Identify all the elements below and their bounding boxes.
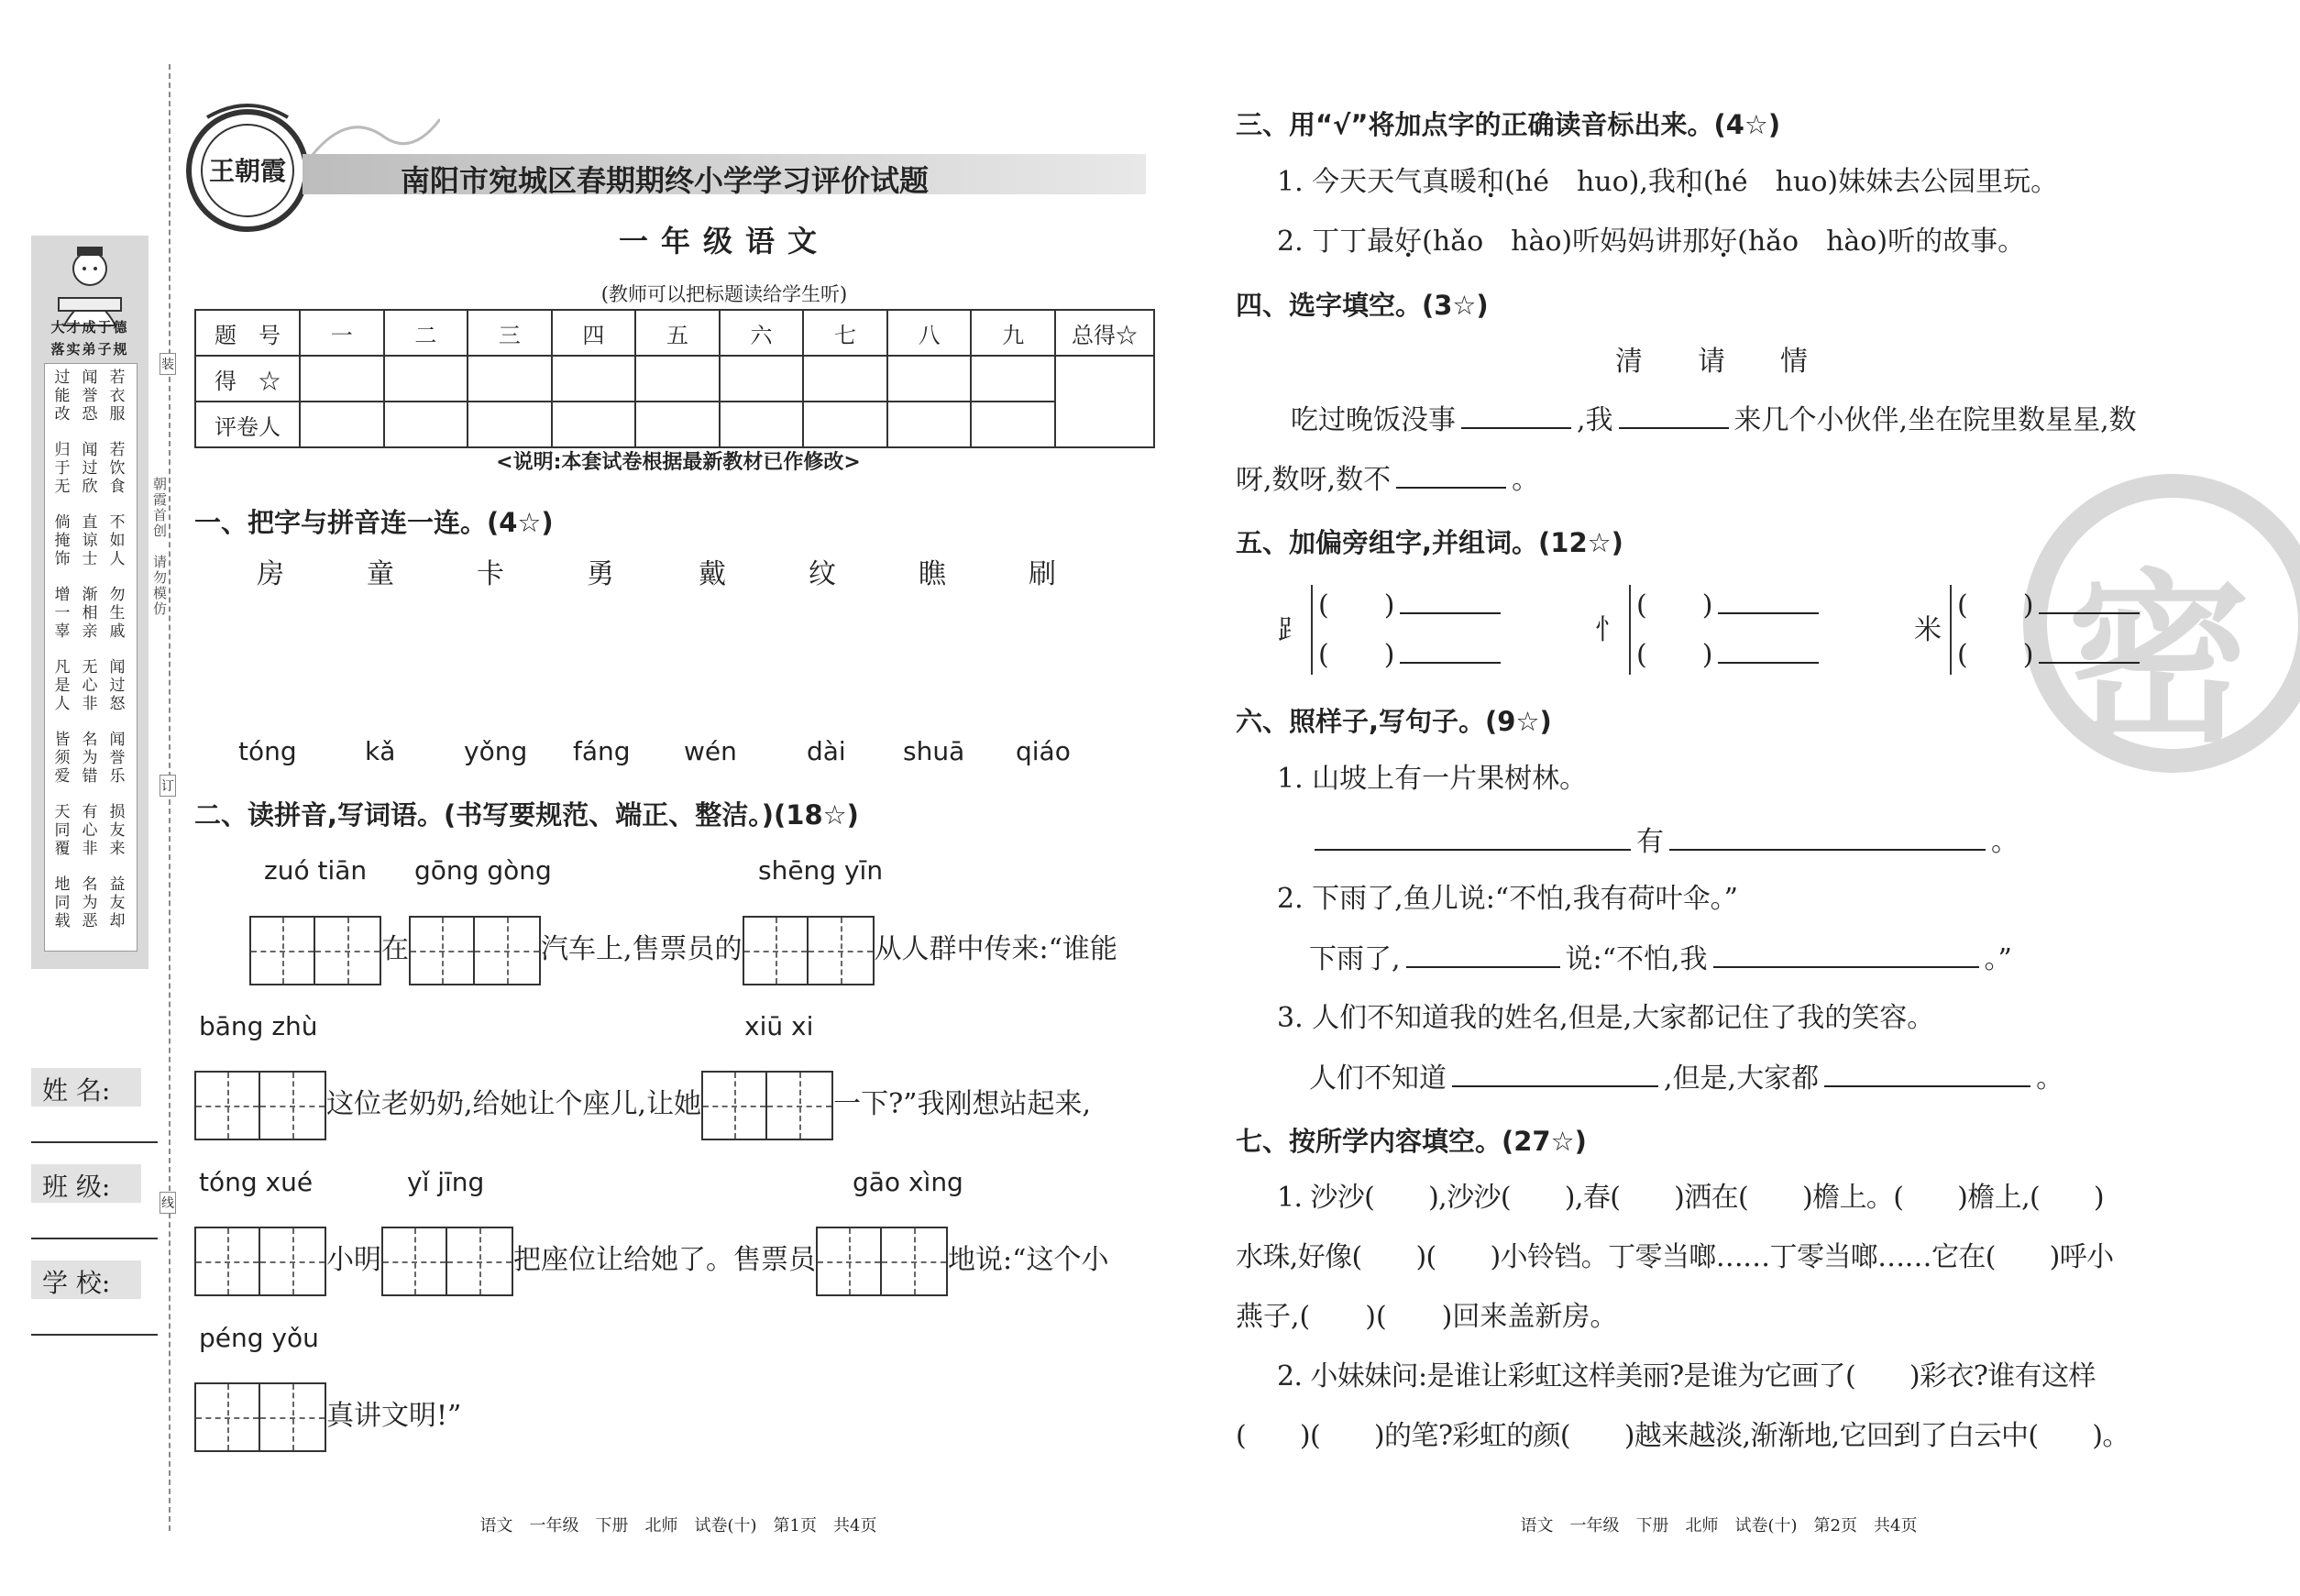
q7-line-3[interactable]: 燕子,( )( )回来盖新房。	[1236, 1301, 1618, 1333]
dizigui-column: 有心非	[82, 803, 98, 858]
score-col-5: 五	[635, 310, 720, 356]
revision-note: <说明:本套试卷根据最新教材已作修改>	[496, 451, 861, 474]
sidebar-margin-text: 朝霞首创 请勿模仿	[151, 477, 168, 617]
score-col-8: 八	[887, 310, 972, 356]
q2-text: 地说:“这个小	[948, 1244, 1109, 1276]
q3-text: 2. 丁丁最	[1277, 226, 1395, 258]
q2-text: 这位老奶奶,给她让个座儿,让她	[326, 1088, 702, 1120]
q1-pinyin[interactable]: shuā	[903, 736, 965, 766]
sidebar-dizigui-text	[50, 369, 132, 946]
q6-blank[interactable]	[1824, 1060, 2030, 1087]
seal-mark-2: 订	[160, 775, 176, 797]
q5-word-blank[interactable]	[1400, 636, 1501, 664]
q1-pinyin[interactable]: wén	[684, 736, 737, 766]
q3-dotted-char: 好	[1394, 226, 1423, 258]
q2-text: 把座位让给她了。售票员	[513, 1244, 816, 1276]
score-col-total: 总得☆	[1055, 310, 1154, 356]
dizigui-column: 增一辜	[54, 586, 71, 641]
score-cell[interactable]	[552, 356, 636, 402]
q2-text: 一下?”我刚想站起来,	[833, 1088, 1092, 1120]
q2-line-4	[194, 1381, 461, 1451]
score-cell[interactable]	[720, 356, 804, 402]
grader-cell[interactable]	[552, 402, 636, 447]
footer-right: 语文 一年级 下册 北师 试卷(十) 第2页 共4页	[1520, 1516, 1918, 1535]
q7-line-2[interactable]: 水珠,好像( )( )小铃铛。丁零当啷……丁零当啷……它在( )呼小	[1236, 1241, 2114, 1273]
score-row-label-3: 评卷人	[195, 402, 300, 447]
score-col-4: 四	[552, 310, 636, 356]
dizigui-column: 不如人	[109, 513, 126, 568]
q1-char[interactable]: 瞧	[919, 558, 946, 590]
dizigui-column: 归于无	[54, 441, 71, 496]
dizigui-column: 闻过欣	[82, 441, 98, 496]
score-row-label-1: 题 号	[195, 310, 300, 356]
grader-cell[interactable]	[635, 402, 720, 447]
q1-char-row	[248, 556, 1091, 597]
score-col-3: 三	[468, 310, 552, 356]
q6-example-2: 2. 下雨了,鱼儿说:“不怕,我有荷叶伞。”	[1277, 883, 1739, 915]
teacher-note: (教师可以把标题读给学生听)	[600, 283, 848, 305]
q2-text: 小明	[326, 1244, 381, 1276]
q2-writing-grid[interactable]	[409, 916, 541, 985]
q1-pinyin[interactable]: qiáo	[1016, 736, 1071, 766]
q4-option: 请	[1698, 346, 1725, 378]
q3-line-1	[1277, 164, 2058, 201]
q3-pinyin-choice[interactable]: (hǎo hào)听妈妈讲那	[1422, 226, 1711, 258]
q2-text: 从人群中传来:“谁能	[874, 933, 1117, 965]
q4-text: 来几个小伙伴,坐在院里数星星,数	[1733, 404, 2137, 436]
q6-blank[interactable]	[1406, 941, 1560, 968]
q1-pinyin[interactable]: tóng	[238, 736, 297, 766]
q5-paren[interactable]: ( )	[1957, 639, 2034, 671]
q4-option: 情	[1780, 346, 1808, 378]
q6-example-3: 3. 人们不知道我的姓名,但是,大家都记住了我的笑容。	[1277, 1002, 1935, 1034]
sidebar-motto-top: 大才成于德	[50, 319, 129, 336]
q1-char[interactable]: 戴	[699, 558, 726, 590]
q6-text: 下雨了,	[1309, 943, 1401, 975]
q4-blank[interactable]	[1619, 402, 1729, 429]
name-label: 姓 名:	[42, 1075, 111, 1106]
q3-dotted-char: 和	[1477, 166, 1505, 198]
q3-pinyin-choice[interactable]: (hǎo hào)听的故事。	[1737, 226, 2026, 258]
q6-answer-3	[1309, 1060, 2063, 1097]
school-label: 学 校:	[42, 1268, 111, 1298]
dizigui-column: 过能改	[54, 369, 71, 424]
dizigui-column: 若饮食	[109, 441, 126, 496]
dizigui-column: 直谅士	[82, 513, 98, 568]
score-total-cell[interactable]	[1055, 356, 1154, 447]
q6-blank[interactable]	[1713, 941, 1979, 968]
q7-line-5[interactable]: ( )( )的笔?彩虹的颜( )越来越淡,渐渐地,它回到了白云中( )。	[1236, 1420, 2129, 1452]
q2-writing-grid[interactable]	[381, 1227, 513, 1296]
q4-line-2	[1236, 461, 1539, 499]
dizigui-column: 闻过怒	[109, 658, 126, 713]
q3-pinyin-choice[interactable]: (hé huo),我	[1504, 166, 1676, 198]
score-cell[interactable]	[300, 356, 384, 402]
score-col-7: 七	[803, 310, 887, 356]
q5-word-blank[interactable]	[1718, 587, 1819, 614]
score-cell[interactable]	[803, 356, 887, 402]
score-cell[interactable]	[384, 356, 468, 402]
q1-pinyin[interactable]: kǎ	[365, 736, 396, 766]
q2-writing-grid[interactable]	[249, 916, 381, 985]
subject-title: 一年级语文	[618, 224, 830, 259]
dizigui-column: 地同载	[54, 875, 71, 930]
q1-pinyin-row	[229, 736, 1109, 773]
q7-line-4[interactable]: 2. 小妹妹问:是谁让彩虹这样美丽?是谁为它画了( )彩衣?谁有这样	[1277, 1360, 2096, 1392]
q5-radical-3: 米	[1914, 614, 1942, 646]
q5-paren[interactable]: ( )	[1636, 639, 1713, 671]
q4-text: ,我	[1577, 404, 1613, 436]
grader-cell[interactable]	[887, 402, 972, 447]
q2-line-2	[194, 1070, 1091, 1139]
q5-group-2	[1629, 585, 1832, 675]
q2-line-3	[194, 1226, 1108, 1295]
class-label: 班 级:	[42, 1172, 111, 1202]
seal-mark-1: 装	[160, 353, 176, 375]
q1-char[interactable]: 刷	[1029, 558, 1056, 590]
q2-line-1	[249, 915, 1117, 985]
dizigui-column: 若衣服	[109, 369, 126, 424]
q5-word-blank[interactable]	[2039, 587, 2140, 614]
q2-pinyin: gōng gòng	[414, 855, 552, 886]
grader-cell[interactable]	[971, 402, 1055, 447]
q4-line-1	[1291, 402, 2137, 439]
q2-pinyin: xiū xi	[744, 1011, 814, 1041]
q6-blank[interactable]	[1669, 823, 1986, 851]
q7-line-1[interactable]: 1. 沙沙( ),沙沙( ),春( )洒在( )檐上。( )檐上,( )	[1277, 1182, 2105, 1214]
sidebar-motto-bottom: 落实弟子规	[50, 341, 129, 358]
q2-writing-grid[interactable]	[701, 1071, 833, 1140]
grader-cell[interactable]	[384, 402, 468, 447]
score-col-2: 二	[384, 310, 468, 356]
dizigui-column: 名为恶	[82, 875, 98, 930]
dizigui-column: 勿生戚	[109, 586, 126, 641]
q1-pinyin[interactable]: dài	[807, 736, 846, 766]
q6-answer-2	[1309, 941, 2012, 978]
q2-pinyin: bāng zhù	[199, 1011, 318, 1041]
q6-text: 有	[1636, 826, 1664, 858]
grader-cell[interactable]	[803, 402, 887, 447]
q2-writing-grid[interactable]	[194, 1227, 326, 1296]
page-title: 南阳市宛城区春期期终小学学习评价试题	[400, 163, 929, 198]
q1-heading: 一、把字与拼音连一连。(4☆)	[194, 507, 554, 538]
score-cell[interactable]	[887, 356, 972, 402]
q5-radical-1: ⻊	[1277, 614, 1304, 646]
q5-word-blank[interactable]	[2039, 636, 2140, 664]
q4-text: 吃过晚饭没事	[1291, 404, 1456, 436]
q4-options	[1615, 344, 1808, 380]
q6-example-1: 1. 山坡上有一片果树林。	[1277, 763, 1588, 795]
q6-heading: 六、照样子,写句子。(9☆)	[1236, 706, 1552, 737]
q1-char[interactable]: 童	[367, 558, 394, 590]
q5-group-1	[1311, 585, 1514, 675]
q2-writing-grid[interactable]	[816, 1227, 948, 1296]
q2-pinyin: péng yǒu	[199, 1323, 319, 1353]
q6-text: 人们不知道	[1309, 1062, 1447, 1095]
dizigui-column: 益友却	[109, 875, 126, 930]
q3-dotted-char: 和	[1675, 166, 1703, 198]
q2-pinyin: shēng yīn	[758, 855, 884, 886]
dizigui-column: 无心非	[82, 658, 98, 713]
q6-text: ,但是,大家都	[1664, 1062, 1820, 1095]
q2-pinyin: tóng xué	[199, 1167, 314, 1197]
q5-group-3	[1950, 585, 2153, 675]
dizigui-column: 损友来	[109, 803, 126, 858]
q2-heading: 二、读拼音,写词语。(书写要规范、端正、整洁。)(18☆)	[194, 799, 859, 831]
footer-left: 语文 一年级 下册 北师 试卷(十) 第1页 共4页	[479, 1516, 877, 1535]
q3-dotted-char: 好	[1710, 226, 1738, 258]
q4-text: 。	[1512, 464, 1540, 496]
score-row-label-2: 得 ☆	[195, 356, 300, 402]
dizigui-column: 凡是人	[54, 658, 71, 713]
score-col-6: 六	[720, 310, 804, 356]
q3-heading: 三、用“√”将加点字的正确读音标出来。(4☆)	[1236, 109, 1781, 140]
q5-paren[interactable]: ( )	[1636, 589, 1713, 622]
q2-text: 汽车上,售票员的	[541, 933, 743, 965]
q4-heading: 四、选字填空。(3☆)	[1236, 290, 1489, 321]
dizigui-column: 名为错	[82, 731, 98, 786]
logo-text: 王朝霞	[208, 156, 286, 186]
dizigui-column: 闻誉乐	[109, 731, 126, 786]
q4-blank[interactable]	[1461, 402, 1571, 429]
q1-char[interactable]: 纹	[809, 558, 836, 590]
score-table	[194, 309, 1155, 448]
q2-writing-grid[interactable]	[743, 916, 875, 985]
q2-text: 真讲文明!”	[326, 1400, 462, 1432]
q6-blank[interactable]	[1315, 823, 1631, 851]
dizigui-column: 倘掩饰	[54, 513, 71, 568]
q1-char[interactable]: 卡	[477, 558, 504, 590]
q6-blank[interactable]	[1452, 1060, 1658, 1087]
q5-paren[interactable]: ( )	[1318, 639, 1395, 671]
grader-cell[interactable]	[300, 402, 384, 447]
q6-answer-1	[1309, 823, 2019, 861]
class-field[interactable]	[31, 1238, 158, 1239]
watermark-text: 密	[2067, 554, 2251, 767]
q3-pinyin-choice[interactable]: (hé huo)妹妹去公园里玩。	[1702, 166, 2059, 198]
q5-word-blank[interactable]	[1718, 636, 1819, 664]
q7-heading: 七、按所学内容填空。(27☆)	[1236, 1126, 1587, 1157]
score-cell[interactable]	[468, 356, 552, 402]
seal-mark-3: 线	[160, 1192, 176, 1214]
dizigui-column: 闻誉恐	[82, 369, 98, 424]
dizigui-column: 渐相亲	[82, 586, 98, 641]
q5-paren[interactable]: ( )	[1957, 589, 2034, 622]
q3-line-2	[1277, 224, 2025, 260]
score-col-1: 一	[300, 310, 384, 356]
grader-cell[interactable]	[720, 402, 804, 447]
dizigui-column: 天同覆	[54, 803, 71, 858]
q2-text: 在	[381, 933, 409, 965]
q4-blank[interactable]	[1396, 461, 1506, 489]
score-col-9: 九	[971, 310, 1055, 356]
q1-pinyin[interactable]: fáng	[573, 736, 631, 766]
dizigui-column: 皆须爱	[54, 731, 71, 786]
q4-text: 呀,数呀,数不	[1236, 464, 1392, 496]
name-field[interactable]	[31, 1141, 158, 1143]
q1-pinyin[interactable]: yǒng	[464, 736, 528, 766]
binding-line	[169, 64, 171, 1531]
q2-pinyin: yǐ jīng	[407, 1167, 485, 1197]
q5-heading: 五、加偏旁组字,并组词。(12☆)	[1236, 527, 1623, 558]
school-field[interactable]	[31, 1334, 158, 1336]
q2-pinyin: gāo xìng	[853, 1167, 963, 1197]
q1-char[interactable]: 勇	[587, 558, 614, 590]
q6-text: 。	[2036, 1062, 2064, 1095]
grader-cell[interactable]	[468, 402, 552, 447]
q2-pinyin: zuó tiān	[264, 855, 368, 886]
q1-char[interactable]: 房	[257, 558, 284, 590]
q2-writing-grid[interactable]	[194, 1071, 326, 1140]
q6-text: 。	[1991, 826, 2019, 858]
q5-paren[interactable]: ( )	[1318, 589, 1395, 622]
q2-writing-grid[interactable]	[194, 1382, 326, 1452]
score-cell[interactable]	[635, 356, 720, 402]
score-cell[interactable]	[971, 356, 1055, 402]
q5-word-blank[interactable]	[1400, 587, 1501, 614]
q5-radical-2: 忄	[1595, 614, 1623, 646]
q3-text: 1. 今天天气真暖	[1277, 166, 1478, 198]
q6-text: 。”	[1984, 943, 2012, 975]
q4-option: 清	[1615, 346, 1643, 378]
q6-text: 说:“不怕,我	[1565, 943, 1708, 975]
